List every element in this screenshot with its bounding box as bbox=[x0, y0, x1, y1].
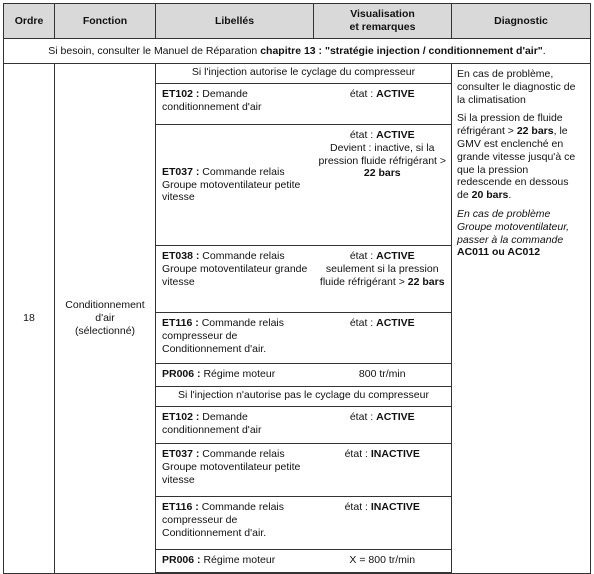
vis-extra-bold: 22 bars bbox=[407, 275, 445, 288]
header-libelles: Libellés bbox=[156, 4, 314, 39]
diagnostic-p2-pressure-low: 20 bars bbox=[471, 189, 509, 202]
libelle-code: PR006 : bbox=[162, 368, 201, 380]
vis-state: ACTIVE bbox=[376, 88, 415, 100]
fonction-cell bbox=[55, 64, 156, 574]
diagnostic-cell bbox=[452, 64, 591, 574]
diagnostic-p2-pressure-high: 22 bars bbox=[516, 125, 554, 138]
section2-title: Si l'injection n'autorise pas le cyclage du compresseur bbox=[156, 387, 452, 407]
header-visualisation-line1: Visualisation bbox=[350, 8, 415, 21]
vis-text: état : bbox=[344, 501, 368, 513]
vis-text: état : bbox=[349, 129, 374, 141]
visualisation-cell bbox=[314, 444, 452, 497]
libelle-text: Demande conditionnement d'air bbox=[162, 411, 262, 436]
libelle-cell bbox=[156, 246, 314, 313]
libelle-text: Régime moteur bbox=[203, 368, 276, 380]
libelle-code: ET102 : bbox=[162, 411, 200, 423]
vis-state: ACTIVE bbox=[376, 250, 415, 262]
libelle-cell bbox=[156, 313, 314, 364]
libelle-cell bbox=[156, 407, 314, 444]
libelle-code: ET037 : bbox=[162, 448, 200, 460]
diagnostic-p2-c: , le GMV est enclenché en grande vitesse jusqu'à ce que la pression redescende en dessous de bbox=[457, 125, 576, 202]
libelle-text: Commande relais Groupe motoventilateur grande vitesse bbox=[162, 250, 308, 288]
ordre-value: 18 bbox=[23, 312, 35, 325]
libelle-code: ET037 : bbox=[162, 165, 200, 178]
libelle-cell bbox=[156, 550, 314, 573]
libelle-cell bbox=[156, 84, 314, 125]
visualisation-cell bbox=[314, 364, 452, 387]
libelle-code: ET116 : bbox=[162, 317, 199, 329]
vis-text: X = 800 tr/min bbox=[349, 554, 416, 566]
vis-extra-bold: 22 bars bbox=[363, 167, 401, 180]
visualisation-cell bbox=[314, 313, 452, 364]
visualisation-cell bbox=[314, 246, 452, 313]
libelle-text: Demande conditionnement d'air bbox=[162, 88, 262, 113]
note-cell bbox=[4, 39, 591, 64]
header-ordre: Ordre bbox=[4, 4, 55, 39]
vis-text: état : bbox=[349, 88, 374, 100]
vis-text: état : bbox=[349, 250, 374, 262]
header-fonction: Fonction bbox=[55, 4, 156, 39]
vis-state: ACTIVE bbox=[376, 411, 415, 423]
fonction-line1: Conditionnement bbox=[65, 299, 145, 312]
note-chapter: chapitre 13 : "stratégie injection / conditionnement d'air" bbox=[260, 44, 543, 57]
ordre-cell bbox=[4, 64, 55, 574]
spacer-cell bbox=[156, 573, 452, 574]
visualisation-cell bbox=[314, 407, 452, 444]
fonction-line2: d'air bbox=[95, 312, 115, 325]
visualisation-cell bbox=[314, 550, 452, 573]
libelle-cell bbox=[156, 125, 314, 246]
note-prefix: Si besoin, consulter le Manuel de Réparation bbox=[48, 44, 258, 57]
vis-state: INACTIVE bbox=[370, 448, 420, 460]
libelle-code: PR006 : bbox=[162, 554, 201, 566]
vis-text: 800 tr/min bbox=[358, 368, 406, 380]
vis-text: état : bbox=[349, 411, 374, 423]
libelle-text: Régime moteur bbox=[203, 554, 276, 566]
libelle-code: ET038 : bbox=[162, 250, 200, 262]
libelle-code: ET116 : bbox=[162, 501, 199, 513]
libelle-text: Commande relais Groupe motoventilateur petite vitesse bbox=[162, 448, 301, 486]
section1-title: Si l'injection autorise le cyclage du compresseur bbox=[156, 64, 452, 84]
diagnostic-p3-italic: En cas de problème Groupe motoventilateur, passer à la commande bbox=[457, 207, 570, 246]
libelle-text: Commande relais compresseur de Conditionnement d'air. bbox=[162, 501, 284, 539]
note-suffix: . bbox=[542, 44, 546, 57]
vis-state: ACTIVE bbox=[376, 317, 415, 329]
diagnostic-p3 bbox=[457, 208, 582, 259]
libelle-cell bbox=[156, 444, 314, 497]
visualisation-cell bbox=[314, 84, 452, 125]
visualisation-cell bbox=[314, 125, 452, 246]
libelle-cell bbox=[156, 364, 314, 387]
fonction-line3: (sélectionné) bbox=[74, 324, 136, 337]
note-row bbox=[4, 39, 591, 64]
diagnostic-p2-e: . bbox=[508, 189, 512, 202]
header-diagnostic: Diagnostic bbox=[452, 4, 591, 39]
vis-state: INACTIVE bbox=[370, 501, 420, 513]
section1-title-row bbox=[4, 64, 591, 84]
vis-extra: seulement si la pression fluide réfrigérant > bbox=[319, 262, 439, 288]
vis-state: ACTIVE bbox=[376, 129, 415, 141]
diagnostic-p2-a: Si la pression de fluide réfrigérant > bbox=[457, 112, 563, 138]
visualisation-cell bbox=[314, 497, 452, 550]
libelle-cell bbox=[156, 497, 314, 550]
vis-text: état : bbox=[344, 448, 368, 460]
diagnostic-p3-commands: AC011 ou AC012 bbox=[457, 246, 541, 259]
libelle-text: Commande relais compresseur de Conditionnement d'air. bbox=[162, 317, 284, 355]
header-visualisation bbox=[314, 4, 452, 39]
diagnostic-table bbox=[3, 3, 591, 574]
libelle-code: ET102 : bbox=[162, 88, 200, 100]
vis-text: état : bbox=[349, 317, 374, 329]
diagnostic-p2 bbox=[457, 112, 582, 202]
diagnostic-p1: En cas de problème, consulter le diagnostic de la climatisation bbox=[457, 68, 576, 106]
header-visualisation-line2: et remarques bbox=[349, 21, 416, 33]
libelle-text: Commande relais Groupe motoventilateur petite vitesse bbox=[162, 165, 301, 204]
vis-extra: Devient : inactive, si la pression fluide réfrigérant > bbox=[318, 141, 447, 167]
header-row bbox=[4, 4, 591, 39]
